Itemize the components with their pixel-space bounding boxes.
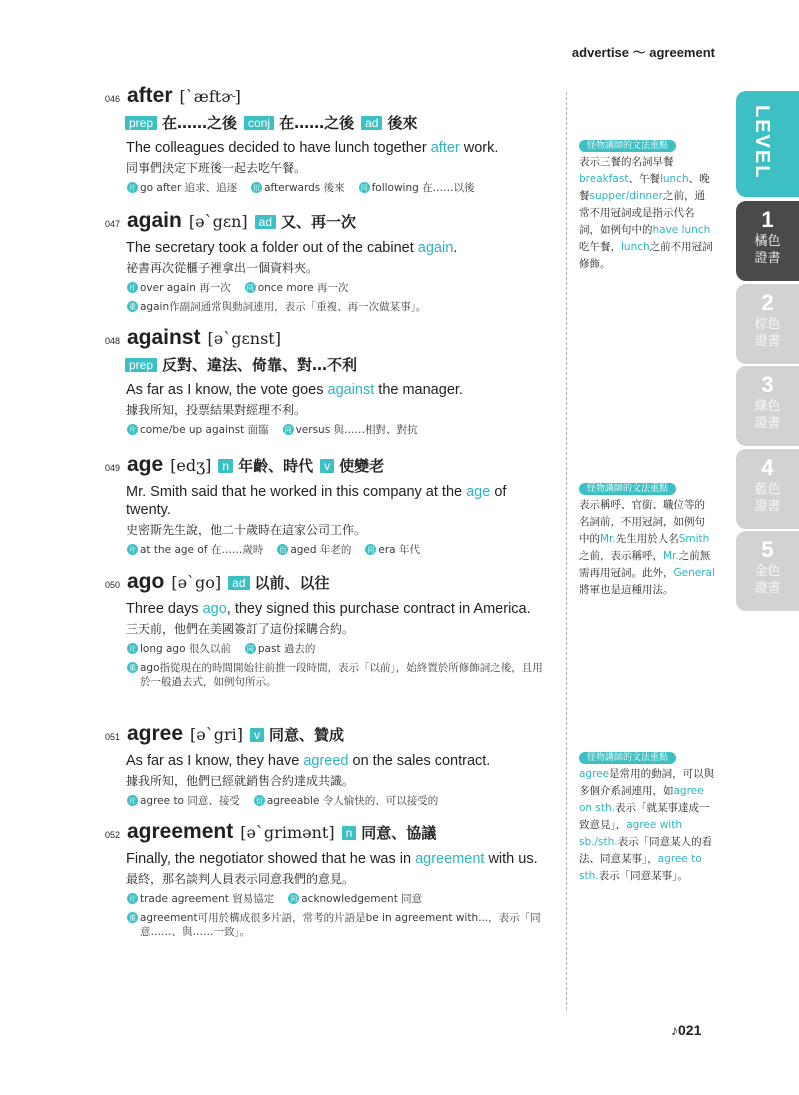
tab-number: 1	[761, 207, 774, 232]
definitions	[211, 455, 384, 476]
meaning: 反對、違法、倚靠、對…不利	[162, 356, 358, 374]
tab-number: 3	[761, 372, 774, 397]
translation: 史密斯先生說，他二十歲時在這家公司工作。	[126, 523, 367, 537]
tab-label: 證書	[754, 499, 781, 514]
note-text: 表示「就某事達成一致意見」，	[579, 802, 710, 831]
entry-number: 046	[105, 94, 121, 104]
definitions	[125, 354, 560, 375]
tab-number: 5	[761, 537, 774, 562]
note-text: 表示「同意某人的看法、同意某事」，	[579, 836, 713, 865]
note-text: 表示三餐的名詞早餐	[579, 156, 674, 168]
definitions	[248, 211, 356, 232]
headword: agreement	[127, 820, 234, 843]
headword: after	[127, 84, 173, 107]
meaning: 同意、贊成	[269, 726, 345, 744]
related-text: following 在……以後	[371, 182, 475, 194]
pronunciation: [əˋgɛn]	[188, 212, 248, 231]
tab-label: 證書	[754, 251, 781, 266]
related-text: acknowledgement 同意	[301, 893, 423, 905]
key-point-icon: 重	[129, 663, 136, 672]
tab-label: 證書	[754, 416, 781, 431]
page-number: ♪021	[671, 1022, 702, 1038]
pos-tag: conj	[244, 116, 274, 130]
headword: agree	[127, 722, 184, 745]
related-text: aged 年老的	[290, 544, 352, 556]
highlighted-word: agreed	[303, 753, 349, 769]
tab-level-5[interactable]	[736, 531, 799, 611]
meaning: 在……之後	[279, 114, 355, 132]
running-head: advertise ～ agreement	[571, 45, 715, 60]
tab-level-3[interactable]	[736, 366, 799, 446]
entry-number: 047	[105, 219, 121, 229]
key-point-icon: 重	[129, 302, 136, 311]
key-point-icon: 重	[129, 913, 136, 922]
highlighted-word: agreement	[415, 851, 485, 867]
translation: 據我所知，投票結果對經理不利。	[126, 403, 307, 417]
related-text: agree to 同意、接受	[140, 795, 240, 807]
grammar-note-body	[579, 766, 715, 885]
translation: 據我所知，他們已經就銷售合約達成共識。	[126, 774, 355, 788]
entry-number: 051	[105, 732, 121, 742]
note-text: 吃午餐，	[579, 241, 621, 253]
highlighted-term: Mr.	[663, 550, 679, 562]
highlighted-term: lunch	[659, 173, 689, 185]
related-words	[127, 793, 560, 808]
tab-level-2[interactable]	[736, 284, 799, 364]
highlighted-term: General	[673, 567, 715, 579]
headword: age	[127, 453, 164, 476]
tab-label: 金色	[754, 564, 781, 579]
definitions	[125, 112, 560, 133]
tab-number: 4	[761, 455, 774, 480]
pos-tag: prep	[125, 358, 157, 372]
related-words	[127, 280, 560, 295]
phrase-icon: 片	[129, 425, 136, 434]
grammar-note-label: 怪物講師的文法重點	[579, 483, 676, 495]
highlighted-term: agree with sb./sth.	[579, 819, 682, 848]
translation: 最終，那名談判人員表示同意我們的意見。	[126, 872, 355, 886]
entry-after	[105, 84, 560, 195]
highlighted-word: ago	[202, 601, 227, 617]
pronunciation: [əˋgrimənt]	[240, 823, 335, 842]
tab-label: 綠色	[754, 399, 781, 414]
note-text: 之前無需再用冠詞。此外，	[579, 550, 711, 579]
tab-level-4[interactable]	[736, 449, 799, 529]
grammar-note-2	[579, 480, 715, 599]
phrase-icon: 片	[129, 644, 136, 653]
entry-age	[105, 453, 560, 557]
related-words	[127, 641, 560, 656]
highlighted-term: agree to sth.	[579, 853, 702, 882]
example-sentence: Mr. Smith said that he worked in this company at the age of twenty.	[126, 484, 507, 518]
grammar-note-label: 怪物講師的文法重點	[579, 752, 676, 764]
entry-agree	[105, 722, 560, 808]
highlighted-term: supper/dinner	[589, 190, 663, 202]
grammar-note-body	[579, 154, 715, 273]
translation: 祕書再次從櫃子裡拿出一個資料夾。	[126, 261, 319, 275]
pos-tag: v	[320, 459, 334, 473]
highlighted-term: agree	[579, 768, 610, 780]
headword: against	[127, 326, 201, 349]
note-text: 、午餐	[628, 173, 660, 185]
synonym-icon: 同	[367, 545, 375, 554]
related-text: versus 與……相對、對抗	[295, 424, 418, 436]
grammar-note-body	[579, 497, 715, 599]
tab-level[interactable]	[736, 91, 799, 197]
usage-note	[127, 661, 547, 689]
note-text: 、晚餐	[579, 173, 710, 202]
tab-number: 2	[761, 290, 774, 315]
highlighted-word: after	[430, 140, 460, 156]
entry-number: 050	[105, 580, 121, 590]
meaning: 使變老	[339, 457, 385, 475]
derivative-icon: 衍	[253, 183, 261, 192]
synonym-icon: 同	[284, 425, 292, 434]
related-text: long ago 很久以前	[140, 643, 231, 655]
grammar-note-label: 怪物講師的文法重點	[579, 140, 676, 152]
meaning: 又、再一次	[281, 213, 357, 231]
highlighted-word: against	[327, 382, 375, 398]
example-sentence: The secretary took a folder out of the cabinet again.	[126, 240, 458, 256]
entry-against	[105, 326, 560, 437]
tab-label: 證書	[754, 581, 781, 596]
highlighted-term: Smith	[678, 533, 710, 545]
tab-label: 證書	[754, 334, 781, 349]
pos-tag: n	[218, 459, 233, 473]
related-text: agreeable 令人愉快的、可以接受的	[266, 795, 439, 807]
meaning: 以前、以往	[254, 574, 330, 592]
note-text: agreement可用於構成很多片語，常考的片語是be in agreement with...，表示「同意……、與……一致」。	[140, 912, 541, 938]
definitions	[221, 572, 329, 593]
translation: 同事們決定下班後一起去吃午餐。	[126, 161, 307, 175]
grammar-note-1	[579, 137, 715, 273]
note-text: 表示「同意某事」。	[598, 870, 688, 882]
synonym-icon: 同	[360, 183, 368, 192]
phrase-icon: 片	[129, 796, 136, 805]
highlighted-word: again	[417, 240, 454, 256]
pos-tag: ad	[255, 215, 276, 229]
derivative-icon: 衍	[279, 545, 287, 554]
column-divider	[566, 92, 567, 1010]
highlighted-term: Mr.	[600, 533, 616, 545]
related-text: afterwards 後來	[264, 182, 345, 194]
synonym-icon: 同	[290, 894, 298, 903]
pos-tag: prep	[125, 116, 157, 130]
related-words	[127, 422, 560, 437]
pronunciation: [əˋgɛnst]	[207, 329, 281, 348]
example-sentence: Three days ago, they signed this purchase contract in America.	[126, 601, 531, 617]
related-text: once more 再一次	[257, 282, 349, 294]
example-sentence: Finally, the negotiator showed that he was in agreement with us.	[126, 851, 538, 867]
entry-number: 049	[105, 463, 121, 473]
related-words	[127, 891, 560, 906]
highlighted-term: have lunch	[652, 224, 711, 236]
tab-label: 橘色	[754, 234, 781, 249]
phrase-icon: 片	[129, 283, 136, 292]
translation: 三天前，他們在美國簽訂了這份採購合約。	[126, 622, 355, 636]
note-text: ago指從現在的時間開始往前推一段時間，表示「以前」，始終置於所修飾詞之後，且用於一般過去式，如例句所示。	[140, 662, 543, 688]
definitions	[243, 724, 344, 745]
synonym-icon: 同	[246, 644, 254, 653]
headword: again	[127, 209, 182, 232]
related-text: over again 再一次	[140, 282, 231, 294]
pronunciation: [edʒ]	[170, 456, 212, 475]
related-words	[127, 180, 560, 195]
note-text: 是常用的動詞，可以與多個介系詞連用，如	[579, 768, 715, 797]
meaning: 後來	[387, 114, 418, 132]
synonym-icon: 同	[246, 283, 254, 292]
definitions	[335, 822, 437, 843]
usage-note	[127, 911, 547, 939]
highlighted-term: agree on sth.	[579, 785, 704, 814]
meaning: 同意、協議	[361, 824, 437, 842]
meaning: 在……之後	[162, 114, 238, 132]
related-text: trade agreement 貿易協定	[140, 893, 275, 905]
example-sentence: The colleagues decided to have lunch together after work.	[126, 140, 499, 156]
phrase-icon: 片	[129, 545, 136, 554]
note-text: 之前，通常不用冠詞或是指示代名詞，如例句中的	[579, 190, 705, 236]
related-text: past 過去的	[257, 643, 316, 655]
meaning: 年齡、時代	[238, 457, 314, 475]
highlighted-term: breakfast	[579, 173, 629, 185]
note-text: 之前，表示稱呼，	[579, 550, 663, 562]
pos-tag: n	[342, 826, 357, 840]
derivative-icon: 衍	[255, 796, 263, 805]
highlighted-word: age	[466, 484, 491, 500]
phrase-icon: 片	[129, 894, 136, 903]
note-text: 先生用於人名	[615, 533, 679, 545]
tab-label: 棕色	[754, 317, 781, 332]
related-words	[127, 542, 560, 557]
entry-again	[105, 209, 560, 314]
note-text: 表示稱呼、官銜、職位等的名詞前，不用冠詞，如例句中的	[579, 499, 705, 545]
pronunciation: [əˋgri]	[190, 725, 244, 744]
tab-level-1[interactable]	[736, 201, 799, 281]
pos-tag: ad	[361, 116, 382, 130]
pronunciation: [əˋgo]	[171, 573, 222, 592]
example-sentence: As far as I know, they have agreed on the sales contract.	[126, 753, 491, 769]
entry-number: 052	[105, 830, 121, 840]
related-text: era 年代	[378, 544, 420, 556]
tab-label: 藍色	[754, 482, 781, 497]
usage-note	[127, 300, 547, 314]
highlighted-term: lunch	[621, 241, 650, 253]
example-sentence: As far as I know, the vote goes against the manager.	[126, 382, 463, 398]
entry-ago	[105, 570, 560, 689]
grammar-note-3	[579, 749, 715, 885]
phrase-icon: 片	[129, 183, 136, 192]
pos-tag: ad	[228, 576, 249, 590]
related-text: come/be up against 面臨	[140, 424, 269, 436]
note-text: 將軍也是這種用法。	[579, 584, 674, 596]
entry-agreement	[105, 820, 560, 939]
note-text: again作副詞通常與動詞連用，表示「重複、再一次做某事」。	[140, 301, 427, 313]
pos-tag: v	[250, 728, 264, 742]
related-text: at the age of 在……歲時	[140, 544, 264, 556]
note-text: 之前不用冠詞修飾。	[579, 241, 713, 270]
related-text: go after 追求、追逐	[140, 182, 238, 194]
pronunciation: [ˋæftɚ]	[179, 87, 241, 106]
entry-number: 048	[105, 336, 121, 346]
headword: ago	[127, 570, 165, 593]
level-label: LEVEL	[751, 105, 773, 180]
